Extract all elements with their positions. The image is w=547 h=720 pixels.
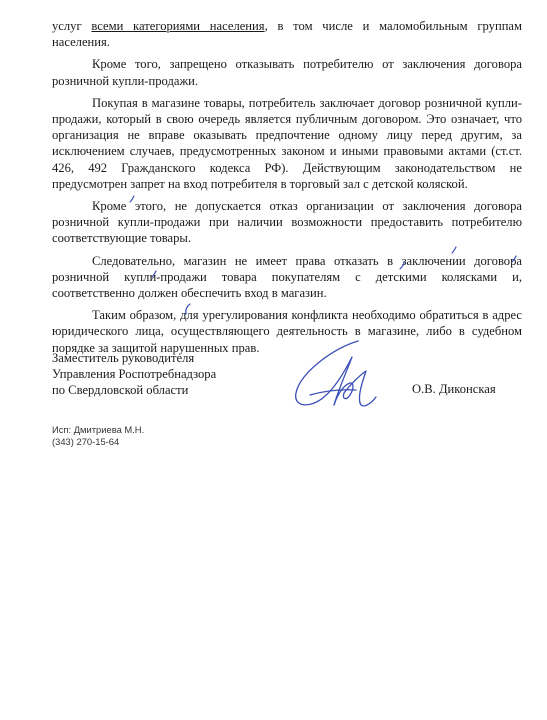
paragraph-1 [52, 18, 522, 50]
paragraph-1-end: , в том числе и маломобильным группам населения. [52, 19, 522, 50]
position-line-2: Управления Роспотребнадзора [52, 367, 217, 381]
signer-name: О.В. Диконская [412, 382, 496, 396]
paragraph-6: Таким образом, для урегулирования конфликта необходимо обратиться в адрес юридического лица, осуществляющего деятельность в магазине, либо в судебном порядке за защитой нарушенных прав. [52, 308, 522, 355]
handwritten-signature [280, 335, 390, 415]
executor-name: Исп: Дмитриева М.Н. [52, 424, 145, 435]
underlined-phrase: всеми категориями населения [91, 19, 265, 33]
letter-body [52, 18, 522, 362]
paragraph-3: Покупая в магазине товары, потребитель заключает договор розничной купли-продажи, который в свою очередь является публичным договором. Это означает, что организация не вправе оказывать предпочтение одному лицу перед другим, за исключением случаев, предусмотренных законом и иными правовыми актами (ст.ст. 426, 492 Гражданского кодекса РФ). Действующим законодательством не предусмотрен запрет на вход потребителя в торговый зал с детской коляской. [52, 95, 522, 191]
executor-info [52, 424, 144, 448]
paragraph-4: Кроме этого, не допускается отказ организации от заключения договора розничной купли-продажи при наличии возможности предоставить потребителю соответствующие товары. [52, 199, 522, 246]
paragraph-2: Кроме того, запрещено отказывать потребителю от заключения договора розничной купли-продажи. [52, 57, 522, 88]
position-line-3: по Свердловской области [52, 383, 189, 397]
signatory-position [52, 350, 216, 398]
paragraph-1-start: услуг [52, 19, 92, 33]
position-line-1: Заместитель руководителя [52, 351, 195, 365]
executor-phone: (343) 270-15-64 [52, 436, 120, 447]
paragraph-5: Следовательно, магазин не имеет права отказать в заключении договора розничной купли-продажи товара покупателям с детскими колясками и, соответственно должен обеспечить вход в магазин. [52, 253, 522, 301]
